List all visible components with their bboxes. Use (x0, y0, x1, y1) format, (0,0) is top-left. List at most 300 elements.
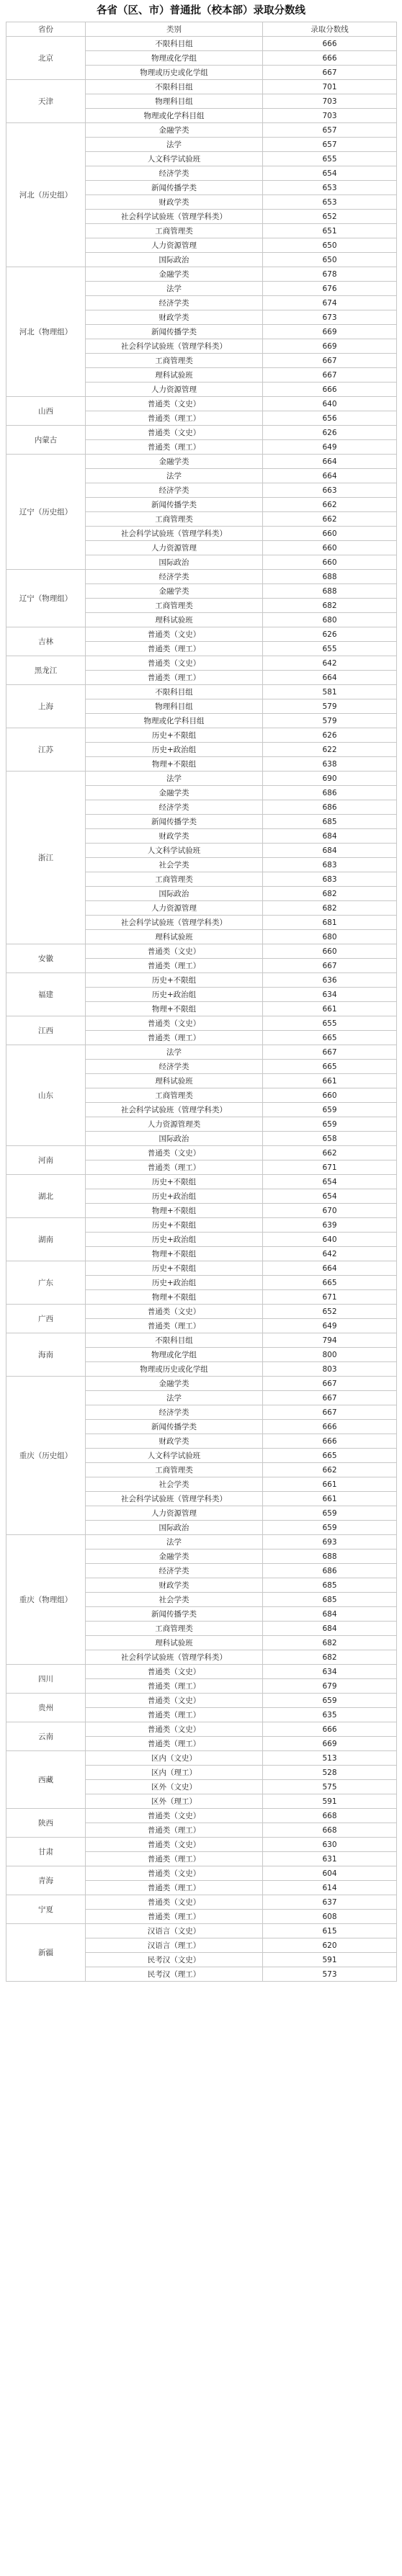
score-cell: 682 (263, 1650, 397, 1665)
province-cell: 天津 (6, 80, 86, 123)
score-cell: 622 (263, 743, 397, 757)
score-cell: 652 (263, 1305, 397, 1319)
category-cell: 普通类（文史） (86, 944, 263, 959)
score-cell: 661 (263, 1002, 397, 1016)
score-cell: 659 (263, 1117, 397, 1132)
table-row (6, 656, 397, 671)
category-cell: 普通类（文史） (86, 1016, 263, 1031)
category-cell: 普通类（理工） (86, 411, 263, 426)
category-cell: 金融学类 (86, 1377, 263, 1391)
score-cell: 634 (263, 1665, 397, 1679)
score-cell: 662 (263, 1146, 397, 1160)
score-cell: 657 (263, 123, 397, 138)
table-row (6, 1866, 397, 1881)
score-cell: 664 (263, 455, 397, 469)
score-cell: 666 (263, 383, 397, 397)
score-cell: 676 (263, 282, 397, 296)
category-cell: 普通类（文史） (86, 1146, 263, 1160)
category-cell: 工商管理类 (86, 1622, 263, 1636)
province-cell: 湖南 (6, 1218, 86, 1261)
category-cell: 普通类（文史） (86, 397, 263, 411)
category-cell: 经济学类 (86, 1405, 263, 1420)
score-cell: 653 (263, 195, 397, 210)
category-cell: 人力资源管理类 (86, 1117, 263, 1132)
category-cell: 金融学类 (86, 786, 263, 800)
category-cell: 普通类（理工） (86, 959, 263, 973)
score-cell: 513 (263, 1751, 397, 1766)
score-cell: 684 (263, 1607, 397, 1622)
score-cell: 680 (263, 930, 397, 944)
table-row (6, 973, 397, 988)
province-cell: 贵州 (6, 1694, 86, 1722)
table-row (6, 1535, 397, 1549)
category-cell: 金融学类 (86, 123, 263, 138)
score-cell: 640 (263, 1233, 397, 1247)
category-cell: 法学 (86, 469, 263, 483)
table-row (6, 397, 397, 411)
score-cell: 663 (263, 483, 397, 498)
table-row (6, 1377, 397, 1391)
category-cell: 法学 (86, 772, 263, 786)
category-cell: 人力资源管理 (86, 541, 263, 555)
score-cell: 682 (263, 1636, 397, 1650)
score-cell: 661 (263, 1477, 397, 1492)
category-cell: 普通类（文史） (86, 627, 263, 642)
score-cell: 664 (263, 469, 397, 483)
header-province: 省份 (6, 22, 86, 37)
category-cell: 普通类（文史） (86, 1838, 263, 1852)
category-cell: 理科试验班 (86, 930, 263, 944)
score-cell: 664 (263, 1261, 397, 1276)
score-cell: 659 (263, 1694, 397, 1708)
category-cell: 物理科目组 (86, 94, 263, 109)
table-row (6, 1333, 397, 1348)
category-cell: 新闻传播学类 (86, 498, 263, 512)
category-cell: 法学 (86, 1391, 263, 1405)
score-cell: 649 (263, 1319, 397, 1333)
score-cell: 669 (263, 1737, 397, 1751)
score-cell: 573 (263, 1967, 397, 1982)
score-cell: 667 (263, 1377, 397, 1391)
category-cell: 社会科学试验班（管理学科类） (86, 339, 263, 354)
category-cell: 人文科学试验班 (86, 1449, 263, 1463)
province-cell: 上海 (6, 685, 86, 728)
category-cell: 历史+政治组 (86, 743, 263, 757)
category-cell: 社会科学试验班（管理学科类） (86, 1492, 263, 1506)
score-cell: 666 (263, 1722, 397, 1737)
category-cell: 不限科目组 (86, 685, 263, 699)
category-cell: 普通类（理工） (86, 1319, 263, 1333)
category-cell: 法学 (86, 1045, 263, 1060)
table-row (6, 772, 397, 786)
table-row (6, 728, 397, 743)
province-cell: 山西 (6, 397, 86, 426)
province-cell: 江西 (6, 1016, 86, 1045)
table-row (6, 944, 397, 959)
category-cell: 人力资源管理 (86, 238, 263, 253)
score-cell: 638 (263, 757, 397, 772)
province-cell: 浙江 (6, 772, 86, 944)
score-cell: 655 (263, 642, 397, 656)
category-cell: 人力资源管理 (86, 1506, 263, 1521)
category-cell: 普通类（理工） (86, 1823, 263, 1838)
score-cell: 668 (263, 1809, 397, 1823)
province-cell: 安徽 (6, 944, 86, 973)
score-cell: 630 (263, 1838, 397, 1852)
category-cell: 历史+不限组 (86, 973, 263, 988)
category-cell: 社会科学试验班（管理学科类） (86, 210, 263, 224)
score-cell: 684 (263, 844, 397, 858)
score-cell: 684 (263, 829, 397, 844)
category-cell: 经济学类 (86, 1564, 263, 1578)
category-cell: 国际政治 (86, 1521, 263, 1535)
score-cell: 690 (263, 772, 397, 786)
score-cell: 674 (263, 296, 397, 310)
score-cell: 666 (263, 37, 397, 51)
category-cell: 物理+不限组 (86, 757, 263, 772)
header-score: 录取分数线 (263, 22, 397, 37)
score-cell: 693 (263, 1535, 397, 1549)
header-category: 类别 (86, 22, 263, 37)
category-cell: 金融学类 (86, 584, 263, 599)
category-cell: 物理或化学组 (86, 51, 263, 66)
score-cell: 681 (263, 916, 397, 930)
score-cell: 667 (263, 368, 397, 383)
score-cell: 591 (263, 1794, 397, 1809)
table-row (6, 1175, 397, 1189)
score-cell: 686 (263, 800, 397, 815)
category-cell: 人力资源管理 (86, 901, 263, 916)
score-cell: 655 (263, 152, 397, 166)
category-cell: 经济学类 (86, 800, 263, 815)
province-cell: 重庆（物理组） (6, 1535, 86, 1665)
category-cell: 财政学类 (86, 829, 263, 844)
score-cell: 642 (263, 656, 397, 671)
score-cell: 660 (263, 527, 397, 541)
category-cell: 物理科目组 (86, 699, 263, 714)
category-cell: 工商管理类 (86, 1088, 263, 1103)
province-cell: 辽宁（物理组） (6, 570, 86, 627)
category-cell: 物理或化学组 (86, 1348, 263, 1362)
score-cell: 650 (263, 253, 397, 267)
category-cell: 物理或历史或化学组 (86, 1362, 263, 1377)
category-cell: 普通类（文史） (86, 426, 263, 440)
score-cell: 626 (263, 627, 397, 642)
province-cell: 福建 (6, 973, 86, 1016)
category-cell: 工商管理类 (86, 1463, 263, 1477)
category-cell: 普通类（文史） (86, 1722, 263, 1737)
score-cell: 579 (263, 714, 397, 728)
score-cell: 679 (263, 1679, 397, 1694)
category-cell: 普通类（文史） (86, 1866, 263, 1881)
score-cell: 662 (263, 1463, 397, 1477)
category-cell: 财政学类 (86, 310, 263, 325)
score-cell: 685 (263, 1578, 397, 1593)
score-cell: 667 (263, 1045, 397, 1060)
category-cell: 法学 (86, 138, 263, 152)
category-cell: 普通类（文史） (86, 1694, 263, 1708)
score-cell: 637 (263, 1895, 397, 1910)
table-row (6, 1016, 397, 1031)
category-cell: 金融学类 (86, 267, 263, 282)
category-cell: 区内（文史） (86, 1751, 263, 1766)
score-cell: 665 (263, 1031, 397, 1045)
score-cell: 703 (263, 94, 397, 109)
category-cell: 历史+政治组 (86, 1233, 263, 1247)
score-cell: 666 (263, 51, 397, 66)
category-cell: 国际政治 (86, 555, 263, 570)
score-cell: 667 (263, 1405, 397, 1420)
score-cell: 667 (263, 959, 397, 973)
category-cell: 历史+政治组 (86, 988, 263, 1002)
score-cell: 626 (263, 426, 397, 440)
category-cell: 历史+不限组 (86, 1218, 263, 1233)
province-cell: 内蒙古 (6, 426, 86, 455)
category-cell: 新闻传播学类 (86, 815, 263, 829)
category-cell: 不限科目组 (86, 80, 263, 94)
category-cell: 物理+不限组 (86, 1204, 263, 1218)
category-cell: 普通类（文史） (86, 656, 263, 671)
category-cell: 新闻传播学类 (86, 1420, 263, 1434)
category-cell: 国际政治 (86, 1132, 263, 1146)
score-cell: 662 (263, 512, 397, 527)
score-cell: 608 (263, 1910, 397, 1924)
score-cell: 659 (263, 1103, 397, 1117)
province-cell: 新疆 (6, 1924, 86, 1982)
score-cell: 686 (263, 786, 397, 800)
table-row (6, 455, 397, 469)
score-cell: 683 (263, 858, 397, 872)
score-cell: 800 (263, 1348, 397, 1362)
score-cell: 665 (263, 1276, 397, 1290)
table-row (6, 1218, 397, 1233)
category-cell: 经济学类 (86, 1060, 263, 1074)
category-cell: 历史+政治组 (86, 1276, 263, 1290)
score-cell: 682 (263, 887, 397, 901)
table-row (6, 37, 397, 51)
category-cell: 汉语言（文史） (86, 1924, 263, 1938)
category-cell: 理科试验班 (86, 613, 263, 627)
province-cell: 湖北 (6, 1175, 86, 1218)
score-cell: 666 (263, 1434, 397, 1449)
category-cell: 历史+不限组 (86, 1175, 263, 1189)
table-row (6, 123, 397, 138)
category-cell: 经济学类 (86, 570, 263, 584)
score-cell: 581 (263, 685, 397, 699)
table-row (6, 426, 397, 440)
category-cell: 普通类（理工） (86, 1708, 263, 1722)
score-cell: 673 (263, 310, 397, 325)
score-cell: 614 (263, 1881, 397, 1895)
category-cell: 新闻传播学类 (86, 1607, 263, 1622)
province-cell: 河北（历史组） (6, 123, 86, 267)
score-cell: 688 (263, 1549, 397, 1564)
category-cell: 普通类（文史） (86, 1665, 263, 1679)
score-cell: 642 (263, 1247, 397, 1261)
category-cell: 民考汉（理工） (86, 1967, 263, 1982)
score-cell: 660 (263, 555, 397, 570)
province-cell: 河南 (6, 1146, 86, 1175)
score-cell: 660 (263, 1088, 397, 1103)
category-cell: 普通类（理工） (86, 671, 263, 685)
table-row (6, 1261, 397, 1276)
score-cell: 649 (263, 440, 397, 455)
score-cell: 655 (263, 1016, 397, 1031)
score-cell: 659 (263, 1521, 397, 1535)
score-cell: 666 (263, 1420, 397, 1434)
score-cell: 803 (263, 1362, 397, 1377)
category-cell: 区内（理工） (86, 1766, 263, 1780)
table-row (6, 1694, 397, 1708)
category-cell: 历史+不限组 (86, 1261, 263, 1276)
table-row (6, 685, 397, 699)
category-cell: 人力资源管理 (86, 383, 263, 397)
score-table (6, 22, 397, 1982)
province-cell: 重庆（历史组） (6, 1377, 86, 1535)
score-cell: 685 (263, 815, 397, 829)
category-cell: 社会学类 (86, 1477, 263, 1492)
category-cell: 物理+不限组 (86, 1002, 263, 1016)
category-cell: 财政学类 (86, 1434, 263, 1449)
score-cell: 680 (263, 613, 397, 627)
province-cell: 陕西 (6, 1809, 86, 1838)
province-cell: 北京 (6, 37, 86, 80)
score-cell: 703 (263, 109, 397, 123)
province-cell: 山东 (6, 1045, 86, 1146)
score-cell: 604 (263, 1866, 397, 1881)
table-row (6, 80, 397, 94)
score-cell: 626 (263, 728, 397, 743)
score-cell: 683 (263, 872, 397, 887)
score-cell: 579 (263, 699, 397, 714)
category-cell: 不限科目组 (86, 37, 263, 51)
province-cell: 甘肃 (6, 1838, 86, 1866)
score-cell: 665 (263, 1060, 397, 1074)
score-cell: 661 (263, 1074, 397, 1088)
score-cell: 635 (263, 1708, 397, 1722)
score-cell: 682 (263, 901, 397, 916)
category-cell: 历史+不限组 (86, 728, 263, 743)
province-cell: 西藏 (6, 1751, 86, 1809)
score-cell: 669 (263, 325, 397, 339)
category-cell: 普通类（文史） (86, 1305, 263, 1319)
province-cell: 宁夏 (6, 1895, 86, 1924)
score-cell: 671 (263, 1290, 397, 1305)
category-cell: 普通类（理工） (86, 1881, 263, 1895)
category-cell: 物理或化学科目组 (86, 714, 263, 728)
province-cell: 青海 (6, 1866, 86, 1895)
score-cell: 678 (263, 267, 397, 282)
category-cell: 工商管理类 (86, 224, 263, 238)
score-cell: 654 (263, 1175, 397, 1189)
score-cell: 591 (263, 1953, 397, 1967)
category-cell: 普通类（理工） (86, 1160, 263, 1175)
table-row (6, 1838, 397, 1852)
category-cell: 普通类（理工） (86, 1737, 263, 1751)
category-cell: 普通类（文史） (86, 1809, 263, 1823)
category-cell: 不限科目组 (86, 1333, 263, 1348)
province-cell: 黑龙江 (6, 656, 86, 685)
category-cell: 经济学类 (86, 296, 263, 310)
score-cell: 794 (263, 1333, 397, 1348)
score-cell: 653 (263, 181, 397, 195)
score-cell: 615 (263, 1924, 397, 1938)
score-cell: 667 (263, 66, 397, 80)
score-cell: 656 (263, 411, 397, 426)
table-row (6, 627, 397, 642)
category-cell: 区外（理工） (86, 1794, 263, 1809)
score-cell: 670 (263, 1204, 397, 1218)
category-cell: 社会科学试验班（管理学科类） (86, 527, 263, 541)
table-row (6, 1924, 397, 1938)
score-cell: 668 (263, 1823, 397, 1838)
province-cell: 辽宁（历史组） (6, 455, 86, 570)
table-row (6, 1895, 397, 1910)
category-cell: 工商管理类 (86, 599, 263, 613)
score-cell: 667 (263, 1391, 397, 1405)
score-cell: 688 (263, 570, 397, 584)
category-cell: 工商管理类 (86, 512, 263, 527)
category-cell: 法学 (86, 282, 263, 296)
table-row (6, 1722, 397, 1737)
score-cell: 684 (263, 1622, 397, 1636)
category-cell: 经济学类 (86, 483, 263, 498)
score-cell: 620 (263, 1938, 397, 1953)
province-cell: 海南 (6, 1333, 86, 1377)
category-cell: 金融学类 (86, 455, 263, 469)
score-cell: 636 (263, 973, 397, 988)
category-cell: 经济学类 (86, 166, 263, 181)
category-cell: 社会科学试验班（管理学科类） (86, 1650, 263, 1665)
category-cell: 理科试验班 (86, 368, 263, 383)
category-cell: 普通类（文史） (86, 1895, 263, 1910)
category-cell: 理科试验班 (86, 1636, 263, 1650)
score-cell: 652 (263, 210, 397, 224)
score-cell: 631 (263, 1852, 397, 1866)
score-cell: 658 (263, 1132, 397, 1146)
score-cell: 651 (263, 224, 397, 238)
category-cell: 新闻传播学类 (86, 181, 263, 195)
category-cell: 工商管理类 (86, 354, 263, 368)
category-cell: 民考汉（文史） (86, 1953, 263, 1967)
province-cell: 四川 (6, 1665, 86, 1694)
province-cell: 江苏 (6, 728, 86, 772)
table-row (6, 1146, 397, 1160)
score-cell: 664 (263, 671, 397, 685)
table-row (6, 1045, 397, 1060)
table-row (6, 570, 397, 584)
category-cell: 新闻传播学类 (86, 325, 263, 339)
table-body (6, 37, 397, 1982)
category-cell: 普通类（理工） (86, 642, 263, 656)
category-cell: 财政学类 (86, 1578, 263, 1593)
province-cell: 云南 (6, 1722, 86, 1751)
score-cell: 685 (263, 1593, 397, 1607)
category-cell: 国际政治 (86, 887, 263, 901)
category-cell: 区外（文史） (86, 1780, 263, 1794)
table-row (6, 1809, 397, 1823)
score-cell: 654 (263, 166, 397, 181)
category-cell: 汉语言（理工） (86, 1938, 263, 1953)
score-cell: 661 (263, 1492, 397, 1506)
category-cell: 物理或化学科目组 (86, 109, 263, 123)
category-cell: 工商管理类 (86, 872, 263, 887)
score-cell: 660 (263, 541, 397, 555)
table-row (6, 267, 397, 282)
score-cell: 669 (263, 339, 397, 354)
score-cell: 634 (263, 988, 397, 1002)
category-cell: 人文科学试验班 (86, 844, 263, 858)
